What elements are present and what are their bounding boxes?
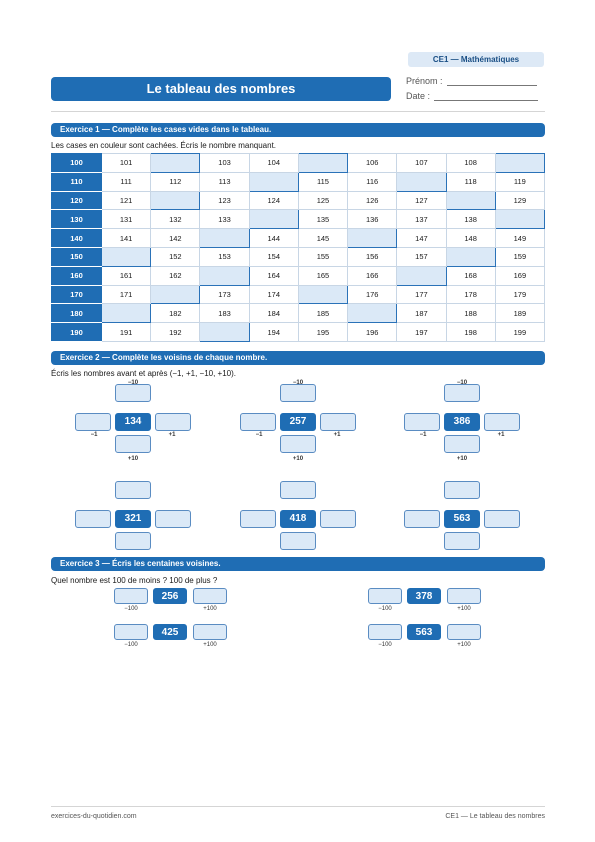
hundreds-row — [114, 624, 234, 652]
table-cell: 141 — [102, 229, 151, 248]
table-cell: 116 — [348, 172, 397, 191]
prenom-line[interactable] — [447, 85, 537, 86]
neighbor-cross — [240, 380, 360, 464]
center-number: 257 — [280, 413, 316, 431]
label-right: +1 — [333, 432, 341, 438]
table-cell: 156 — [348, 247, 397, 266]
table-cell: 108 — [446, 154, 495, 173]
hidden-cell[interactable] — [200, 323, 249, 342]
exercise2-title: Exercice 2 — Complète les voisins de chaque nombre. — [51, 351, 545, 365]
right-box[interactable] — [155, 413, 191, 431]
table-row — [52, 154, 545, 173]
hidden-cell[interactable] — [200, 266, 249, 285]
neighbor-cross — [240, 481, 360, 561]
table-cell: 188 — [446, 304, 495, 323]
table-cell: 124 — [249, 191, 298, 210]
table-cell: 168 — [446, 266, 495, 285]
table-cell: 164 — [249, 266, 298, 285]
page-title: Le tableau des nombres — [51, 77, 391, 101]
table-cell: 111 — [102, 172, 151, 191]
table-cell: 144 — [249, 229, 298, 248]
center-number: 378 — [407, 588, 441, 604]
left-box[interactable] — [404, 413, 440, 431]
table-cell: 169 — [495, 266, 544, 285]
table-cell: 177 — [397, 285, 446, 304]
table-row — [52, 172, 545, 191]
center-number: 563 — [407, 624, 441, 640]
plus-box[interactable] — [193, 588, 227, 604]
row-header: 160 — [52, 266, 102, 285]
left-box[interactable] — [75, 510, 111, 528]
table-cell: 148 — [446, 229, 495, 248]
plus-label: +100 — [203, 606, 217, 612]
center-number: 386 — [444, 413, 480, 431]
table-cell: 125 — [298, 191, 347, 210]
prenom-field[interactable] — [406, 76, 537, 86]
exercise2-instruction: Écris les nombres avant et après (−1, +1, −10, +10). — [51, 369, 236, 378]
minus-box[interactable] — [114, 588, 148, 604]
up-box[interactable] — [444, 481, 480, 499]
table-cell: 178 — [446, 285, 495, 304]
table-row — [52, 266, 545, 285]
label-down: +10 — [456, 456, 468, 462]
table-cell: 129 — [495, 191, 544, 210]
hidden-cell[interactable] — [249, 172, 298, 191]
table-cell: 198 — [446, 323, 495, 342]
plus-label: +100 — [457, 642, 471, 648]
table-row — [52, 191, 545, 210]
hidden-cell[interactable] — [298, 285, 347, 304]
minus-label: −100 — [124, 642, 138, 648]
row-header: 110 — [52, 172, 102, 191]
exercise3-instruction: Quel nombre est 100 de moins ? 100 de plus ? — [51, 576, 218, 585]
down-box[interactable] — [115, 435, 151, 453]
label-up: −10 — [292, 380, 304, 386]
table-cell: 153 — [200, 247, 249, 266]
table-row — [52, 229, 545, 248]
hidden-cell[interactable] — [298, 154, 347, 173]
label-down: +10 — [127, 456, 139, 462]
left-box[interactable] — [240, 510, 276, 528]
label-right: +1 — [497, 432, 505, 438]
center-number: 425 — [153, 624, 187, 640]
table-cell: 194 — [249, 323, 298, 342]
neighbor-cross — [75, 481, 195, 561]
table-cell: 165 — [298, 266, 347, 285]
table-cell: 191 — [102, 323, 151, 342]
hidden-cell[interactable] — [102, 304, 151, 323]
table-row — [52, 285, 545, 304]
table-cell: 137 — [397, 210, 446, 229]
row-header: 190 — [52, 323, 102, 342]
table-cell: 155 — [298, 247, 347, 266]
table-row — [52, 304, 545, 323]
date-field[interactable] — [406, 91, 538, 101]
table-cell: 189 — [495, 304, 544, 323]
table-cell: 199 — [495, 323, 544, 342]
table-cell: 179 — [495, 285, 544, 304]
table-cell: 106 — [348, 154, 397, 173]
table-cell: 196 — [348, 323, 397, 342]
table-cell: 187 — [397, 304, 446, 323]
right-box[interactable] — [155, 510, 191, 528]
neighbor-cross — [75, 380, 195, 464]
table-cell: 185 — [298, 304, 347, 323]
table-cell: 149 — [495, 229, 544, 248]
minus-label: −100 — [378, 642, 392, 648]
table-cell: 161 — [102, 266, 151, 285]
table-row — [52, 210, 545, 229]
left-box[interactable] — [240, 413, 276, 431]
minus-box[interactable] — [368, 624, 402, 640]
row-header: 140 — [52, 229, 102, 248]
hundreds-row — [114, 588, 234, 616]
table-cell: 166 — [348, 266, 397, 285]
down-box[interactable] — [444, 532, 480, 550]
date-line[interactable] — [434, 100, 538, 101]
hidden-cell[interactable] — [200, 229, 249, 248]
hidden-cell[interactable] — [151, 191, 200, 210]
table-cell: 135 — [298, 210, 347, 229]
table-cell: 104 — [249, 154, 298, 173]
hidden-cell[interactable] — [151, 154, 200, 173]
right-box[interactable] — [484, 413, 520, 431]
minus-box[interactable] — [368, 588, 402, 604]
table-cell: 195 — [298, 323, 347, 342]
down-box[interactable] — [280, 435, 316, 453]
label-up: −10 — [127, 380, 139, 386]
center-number: 134 — [115, 413, 151, 431]
label-up: −10 — [456, 380, 468, 386]
table-cell: 171 — [102, 285, 151, 304]
table-cell: 118 — [446, 172, 495, 191]
label-right: +1 — [168, 432, 176, 438]
prenom-label: Prénom : — [406, 76, 443, 86]
table-cell: 123 — [200, 191, 249, 210]
row-header: 170 — [52, 285, 102, 304]
center-number: 418 — [280, 510, 316, 528]
row-header: 130 — [52, 210, 102, 229]
table-cell: 157 — [397, 247, 446, 266]
label-down: +10 — [292, 456, 304, 462]
up-box[interactable] — [115, 481, 151, 499]
down-box[interactable] — [115, 532, 151, 550]
footer-site: exercices-du-quotidien.com — [51, 813, 137, 820]
right-box[interactable] — [320, 510, 356, 528]
plus-box[interactable] — [447, 588, 481, 604]
row-header: 120 — [52, 191, 102, 210]
up-box[interactable] — [280, 481, 316, 499]
exercise1-title: Exercice 1 — Complète les cases vides dans le tableau. — [51, 123, 545, 137]
minus-label: −100 — [124, 606, 138, 612]
down-box[interactable] — [280, 532, 316, 550]
hidden-cell[interactable] — [495, 210, 544, 229]
hundreds-row — [368, 624, 488, 652]
hidden-cell[interactable] — [397, 266, 446, 285]
table-cell: 113 — [200, 172, 249, 191]
table-cell: 159 — [495, 247, 544, 266]
center-number: 563 — [444, 510, 480, 528]
date-label: Date : — [406, 91, 431, 101]
label-left: −1 — [90, 432, 98, 438]
right-box[interactable] — [320, 413, 356, 431]
minus-label: −100 — [378, 606, 392, 612]
table-cell: 103 — [200, 154, 249, 173]
number-table — [51, 153, 545, 342]
hidden-cell[interactable] — [102, 247, 151, 266]
hidden-cell[interactable] — [397, 172, 446, 191]
hidden-cell[interactable] — [446, 247, 495, 266]
plus-box[interactable] — [447, 624, 481, 640]
hidden-cell[interactable] — [348, 229, 397, 248]
down-box[interactable] — [444, 435, 480, 453]
left-box[interactable] — [75, 413, 111, 431]
header-divider — [51, 111, 545, 112]
table-row — [52, 247, 545, 266]
up-box[interactable] — [444, 384, 480, 402]
table-cell: 101 — [102, 154, 151, 173]
table-cell: 197 — [397, 323, 446, 342]
plus-label: +100 — [457, 606, 471, 612]
hidden-cell[interactable] — [249, 210, 298, 229]
table-cell: 174 — [249, 285, 298, 304]
label-left: −1 — [255, 432, 263, 438]
footer-title: CE1 — Le tableau des nombres — [445, 813, 545, 820]
table-cell: 121 — [102, 191, 151, 210]
table-cell: 107 — [397, 154, 446, 173]
table-cell: 115 — [298, 172, 347, 191]
row-header: 100 — [52, 154, 102, 173]
table-cell: 136 — [348, 210, 397, 229]
plus-label: +100 — [203, 642, 217, 648]
table-cell: 145 — [298, 229, 347, 248]
table-cell: 176 — [348, 285, 397, 304]
table-cell: 138 — [446, 210, 495, 229]
table-cell: 162 — [151, 266, 200, 285]
table-cell: 152 — [151, 247, 200, 266]
neighbor-cross — [404, 380, 524, 464]
hundreds-row — [368, 588, 488, 616]
row-header: 150 — [52, 247, 102, 266]
table-cell: 119 — [495, 172, 544, 191]
left-box[interactable] — [404, 510, 440, 528]
table-cell: 182 — [151, 304, 200, 323]
footer-divider — [51, 806, 545, 807]
exercise1-instruction: Les cases en couleur sont cachées. Écris le nombre manquant. — [51, 141, 277, 150]
exercise3-title: Exercice 3 — Écris les centaines voisines. — [51, 557, 545, 571]
table-cell: 147 — [397, 229, 446, 248]
row-header: 180 — [52, 304, 102, 323]
level-badge: CE1 — Mathématiques — [408, 52, 544, 67]
up-box[interactable] — [280, 384, 316, 402]
table-cell: 133 — [200, 210, 249, 229]
right-box[interactable] — [484, 510, 520, 528]
table-cell: 142 — [151, 229, 200, 248]
plus-box[interactable] — [193, 624, 227, 640]
table-cell: 131 — [102, 210, 151, 229]
hidden-cell[interactable] — [495, 154, 544, 173]
table-row — [52, 323, 545, 342]
hidden-cell[interactable] — [151, 285, 200, 304]
table-cell: 126 — [348, 191, 397, 210]
table-cell: 184 — [249, 304, 298, 323]
up-box[interactable] — [115, 384, 151, 402]
label-left: −1 — [419, 432, 427, 438]
table-cell: 132 — [151, 210, 200, 229]
minus-box[interactable] — [114, 624, 148, 640]
center-number: 256 — [153, 588, 187, 604]
table-cell: 192 — [151, 323, 200, 342]
table-cell: 183 — [200, 304, 249, 323]
table-cell: 154 — [249, 247, 298, 266]
center-number: 321 — [115, 510, 151, 528]
table-cell: 173 — [200, 285, 249, 304]
hidden-cell[interactable] — [446, 191, 495, 210]
table-cell: 127 — [397, 191, 446, 210]
hidden-cell[interactable] — [348, 304, 397, 323]
neighbor-cross — [404, 481, 524, 561]
table-cell: 112 — [151, 172, 200, 191]
